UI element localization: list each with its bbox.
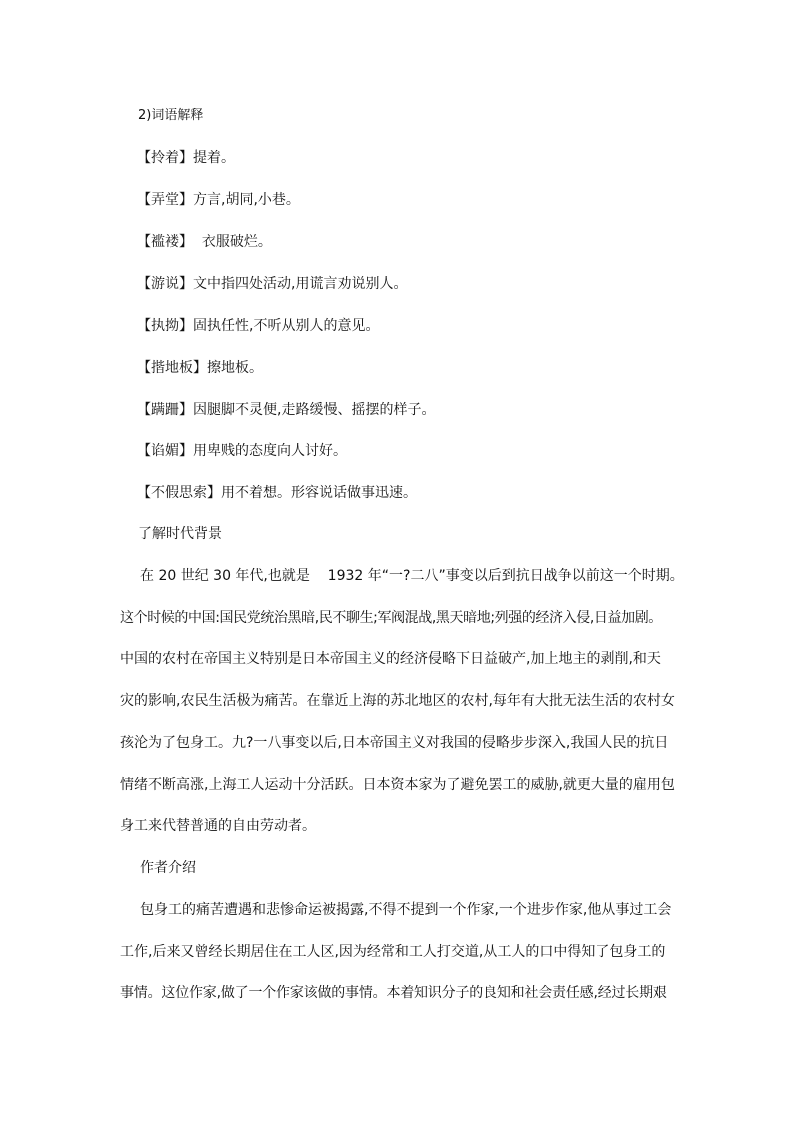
author-paragraph-line: 工作,后来又曾经长期居住在工人区,因为经常和工人打交道,从工人的口中得知了包身工的: [120, 944, 666, 960]
vocab-item: [137, 274, 407, 294]
vocab-item: [137, 148, 235, 168]
vocab-item: [137, 441, 347, 461]
vocab-definition: 用不着想。形容说话做事迅速。: [221, 485, 417, 501]
vocab-section-title: 2)词语解释: [138, 108, 204, 123]
vocab-definition: 用卑贱的态度向人讨好。: [193, 443, 347, 459]
vocab-term: 【弄堂】: [137, 192, 193, 208]
background-paragraph-line: 中国的农村在帝国主义特别是日本帝国主义的经济侵略下日益破产,加上地主的剥削,和天: [120, 651, 661, 667]
vocab-item: [137, 232, 272, 252]
vocab-item: [137, 190, 300, 210]
vocab-term: 【不假思索】: [137, 485, 221, 501]
vocab-definition: 文中指四处活动,用谎言劝说别人。: [193, 276, 408, 292]
vocab-term: 【拎着】: [137, 150, 193, 166]
vocab-item: [137, 483, 417, 503]
author-section-title: 作者介绍: [140, 860, 196, 876]
background-paragraph-line: 这个时候的中国:国民党统治黑暗,民不聊生;军阀混战,黑天暗地;列强的经济入侵,日益加剧。: [120, 610, 662, 626]
background-paragraph-line: 身工来代替普通的自由劳动者。: [120, 818, 316, 834]
background-paragraph-line: 情绪不断高涨,上海工人运动十分活跃。日本资本家为了避免罢工的威胁,就更大量的雇用包: [120, 777, 675, 793]
background-paragraph-line: 孩沦为了包身工。九?一八事变以后,日本帝国主义对我国的侵略步步深入,我国人民的抗日: [120, 735, 669, 751]
vocab-term: 【揩地板】: [137, 360, 207, 376]
background-paragraph-line: 灾的影响,农民生活极为痛苦。在靠近上海的苏北地区的农村,每年有大批无法生活的农村女: [120, 693, 675, 709]
background-paragraph-line: 在 20 世纪 30 年代,也就是 1932 年“一?二八”事变以后到抗日战争以前这一个时期。: [140, 568, 684, 584]
author-paragraph-line: 事情。这位作家,做了一个作家该做的事情。本着知识分子的良知和社会责任感,经过长期艰: [120, 985, 667, 1001]
vocab-definition: 固执任性,不听从别人的意见。: [193, 318, 380, 334]
author-paragraph-line: 包身工的痛苦遭遇和悲惨命运被揭露,不得不提到一个作家,一个进步作家,他从事过工会: [140, 902, 672, 918]
vocab-definition: 方言,胡同,小巷。: [193, 192, 300, 208]
vocab-item: [137, 316, 379, 336]
vocab-definition: 衣服破烂。: [193, 234, 272, 250]
vocab-term: 【谄媚】: [137, 443, 193, 459]
vocab-definition: 擦地板。: [207, 360, 263, 376]
vocab-term: 【褴褛】: [137, 234, 193, 250]
vocab-definition: 因腿脚不灵便,走路缓慢、摇摆的样子。: [193, 402, 436, 418]
vocab-term: 【执拗】: [137, 318, 193, 334]
vocab-term: 【游说】: [137, 276, 193, 292]
background-section-title: 了解时代背景: [138, 526, 222, 542]
vocab-definition: 提着。: [193, 150, 235, 166]
vocab-term: 【蹒跚】: [137, 402, 193, 418]
vocab-item: [137, 358, 263, 378]
vocab-item: [137, 400, 435, 420]
